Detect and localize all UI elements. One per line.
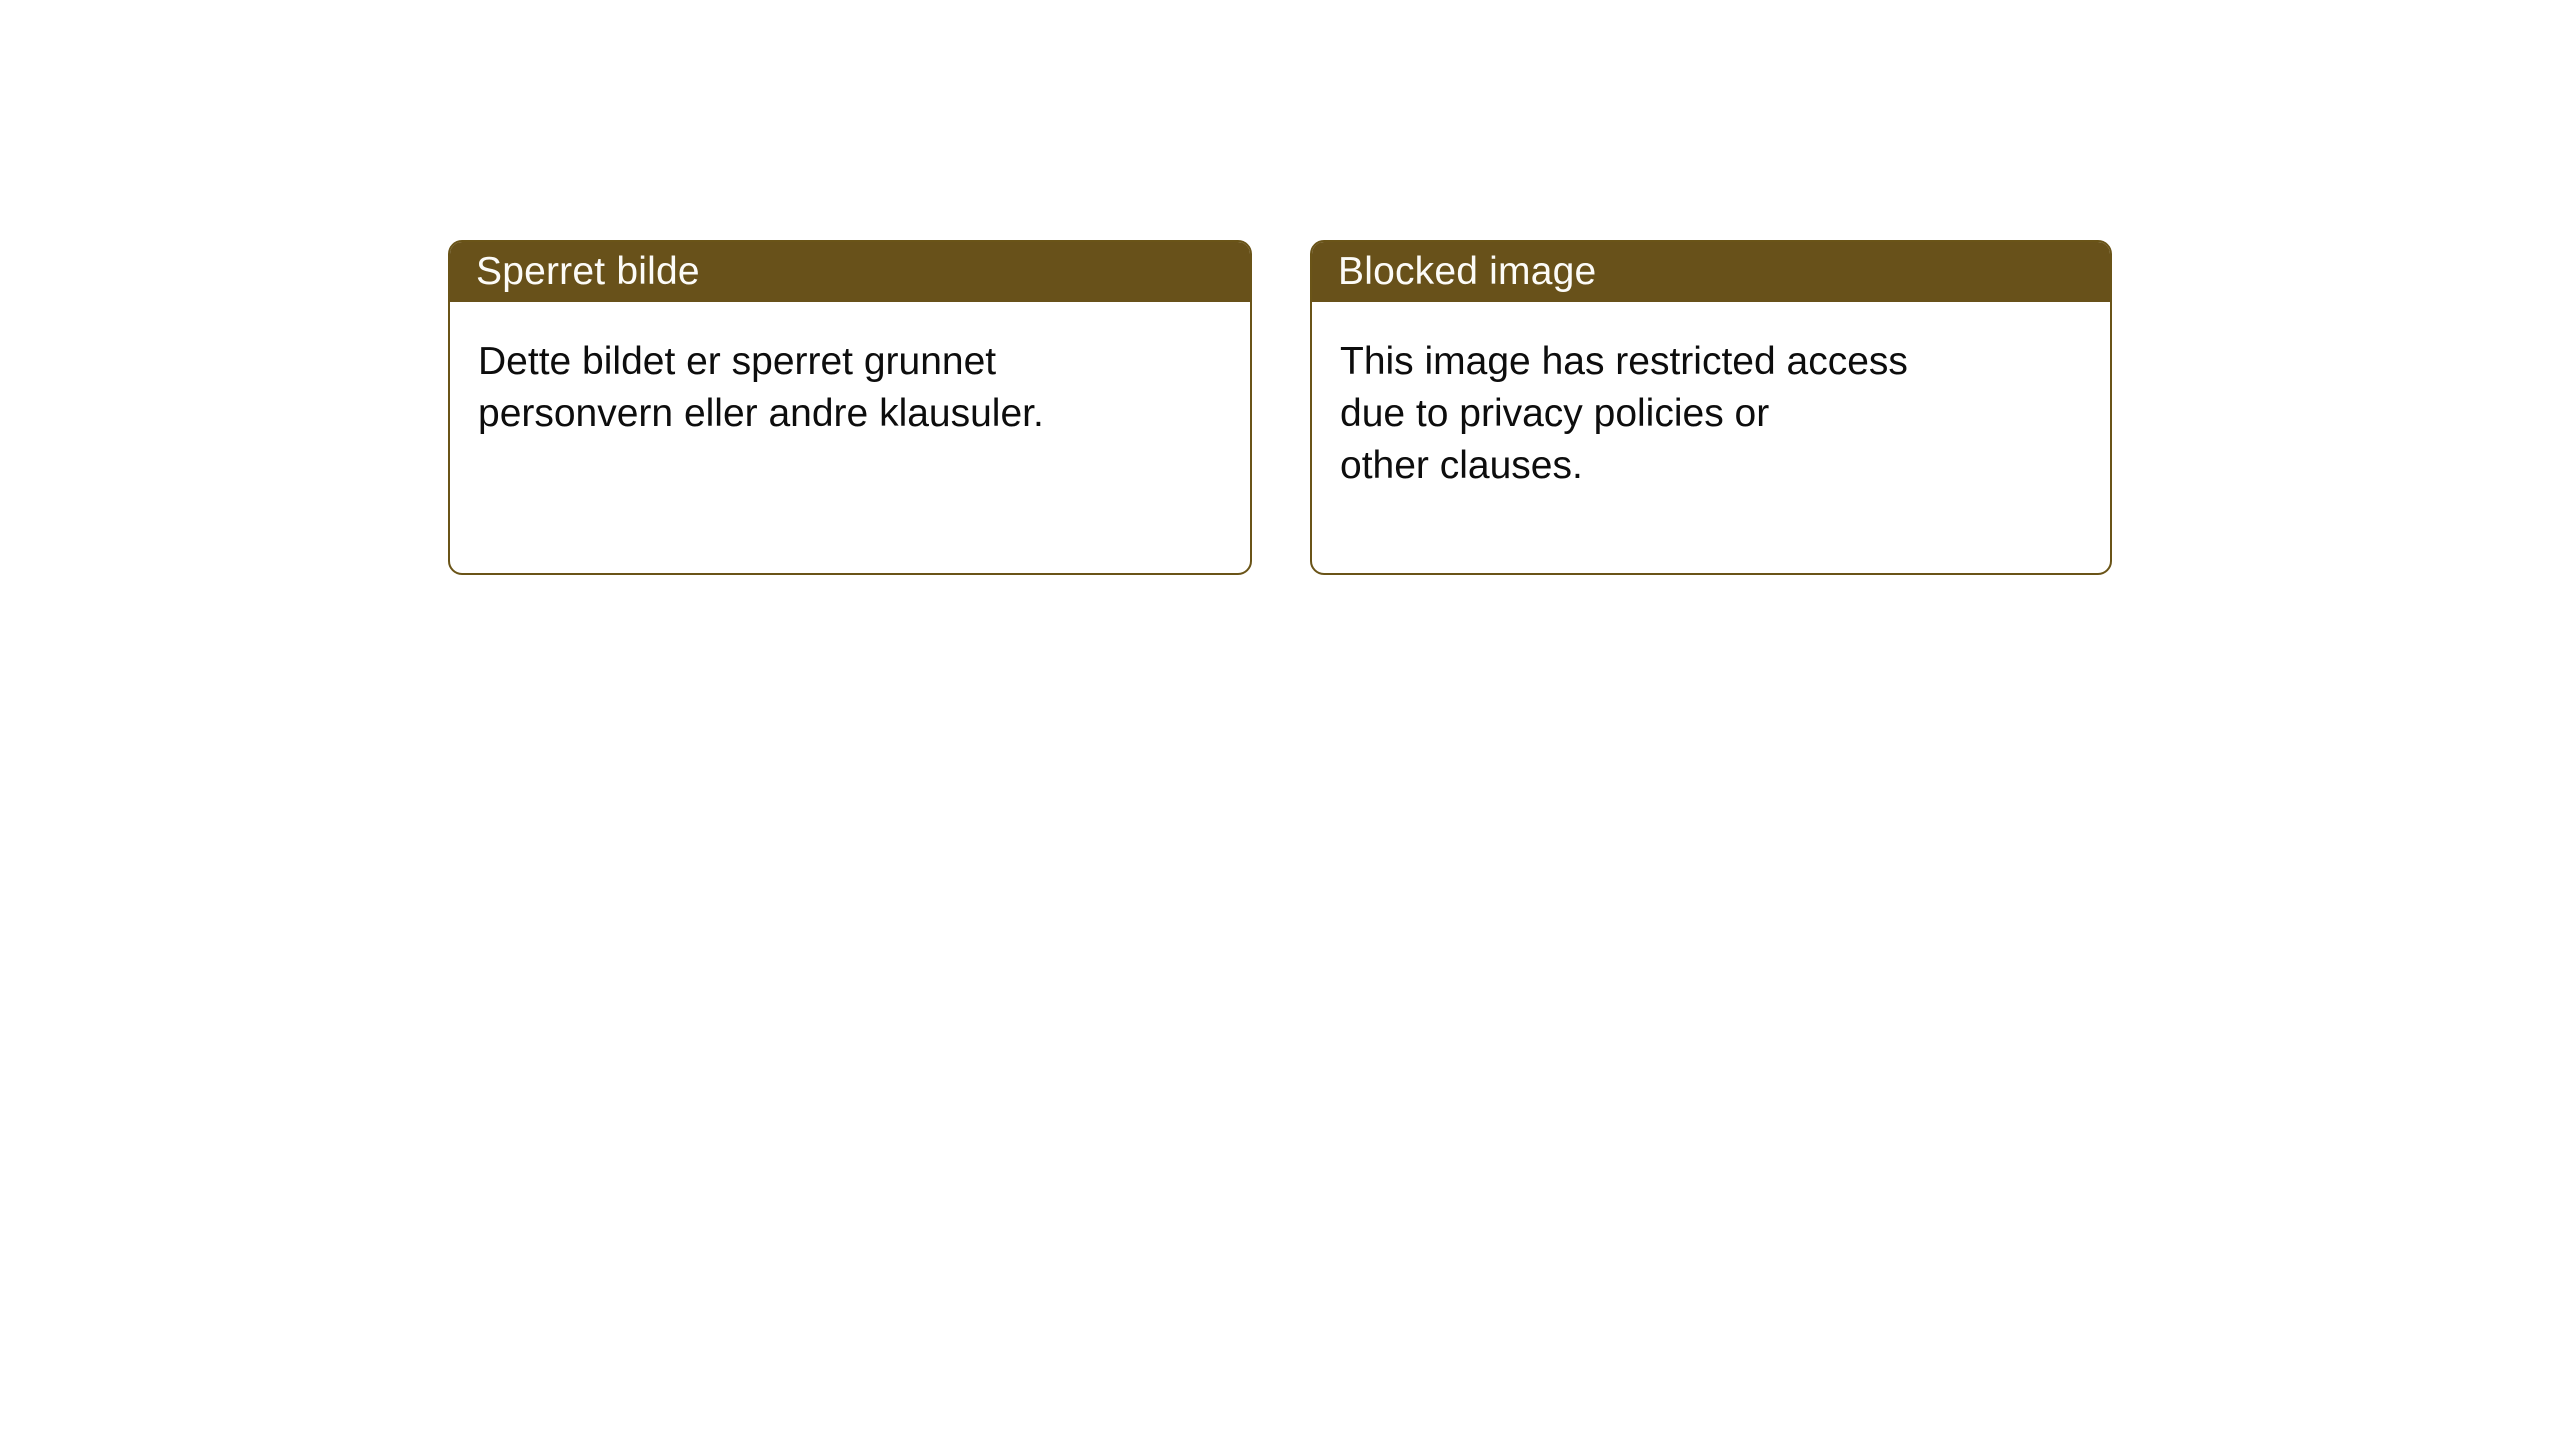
- blocked-image-card-english: [1310, 240, 2112, 575]
- body-text-line: due to privacy policies or: [1340, 392, 1770, 435]
- card-header: [448, 240, 1252, 302]
- body-text-line: personvern eller andre klausuler.: [478, 392, 1044, 435]
- body-text-line: This image has restricted access: [1340, 340, 1908, 383]
- card-header: [1310, 240, 2112, 302]
- body-text-line: Dette bildet er sperret grunnet: [478, 340, 997, 383]
- body-text-line: other clauses.: [1340, 444, 1583, 487]
- card-title: Sperret bilde: [476, 249, 700, 293]
- blocked-image-card-norwegian: [448, 240, 1252, 575]
- card-title: Blocked image: [1338, 249, 1597, 293]
- card-body: [1312, 302, 2110, 492]
- card-body: [450, 302, 1250, 440]
